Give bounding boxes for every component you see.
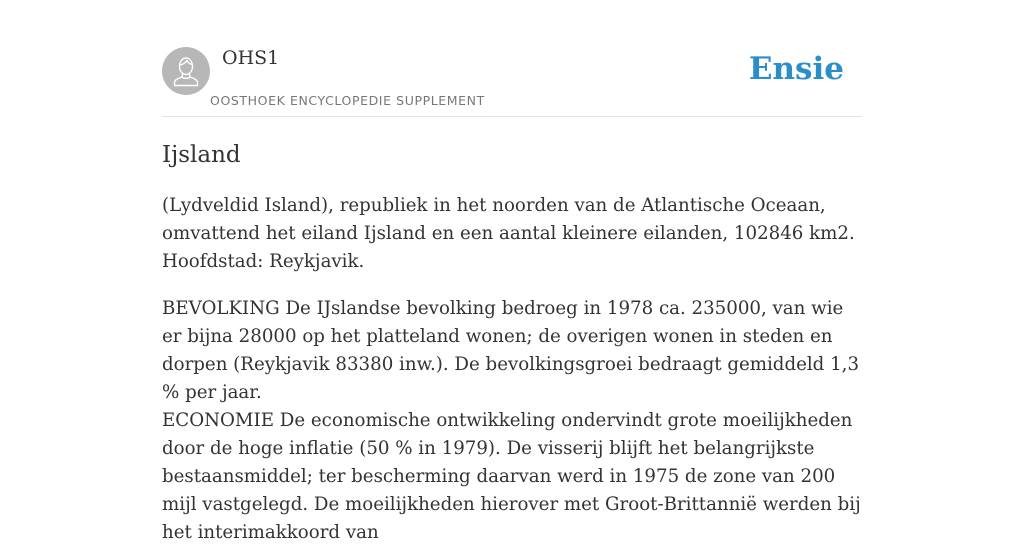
user-icon bbox=[162, 47, 210, 95]
article-header bbox=[162, 0, 862, 117]
author-name[interactable]: OHS1 bbox=[222, 47, 280, 69]
page-container bbox=[162, 0, 862, 543]
brand-logo[interactable]: Ensie bbox=[748, 51, 844, 87]
article-title: Ijsland bbox=[162, 142, 241, 168]
article-paragraph-bevolking: BEVOLKING De IJslandse bevolking bedroeg in 1978 ca. 235000, van wie er bijna 28000 op het platteland wonen; de overigen wonen in steden en dorpen (Reykjavik 83380 inw.). De bevolkingsgroei bedraagt gemiddeld 1,3 % per jaar. bbox=[162, 298, 860, 403]
source-label[interactable]: OOSTHOEK ENCYCLOPEDIE SUPPLEMENT bbox=[210, 93, 485, 108]
article-paragraph-economie: ECONOMIE De economische ontwikkeling ondervindt grote moeilijkheden door de hoge inflatie (50 % in 1979). De visserij blijft het belangrijkste bestaansmiddel; ter bescherming daarvan werd in 1975 de zone van 200 mijl vastgelegd. De moeilijkheden hierover met Groot-Brittannië werden bij het interimakkoord van bbox=[162, 410, 861, 543]
avatar[interactable] bbox=[162, 47, 210, 95]
article-paragraph-intro: (Lydveldid Island), republiek in het noorden van de Atlantische Oceaan, omvattend het eiland Ijsland en een aantal kleinere eilanden, 102846 km2. Hoofdstad: Reykjavik. bbox=[162, 195, 855, 272]
